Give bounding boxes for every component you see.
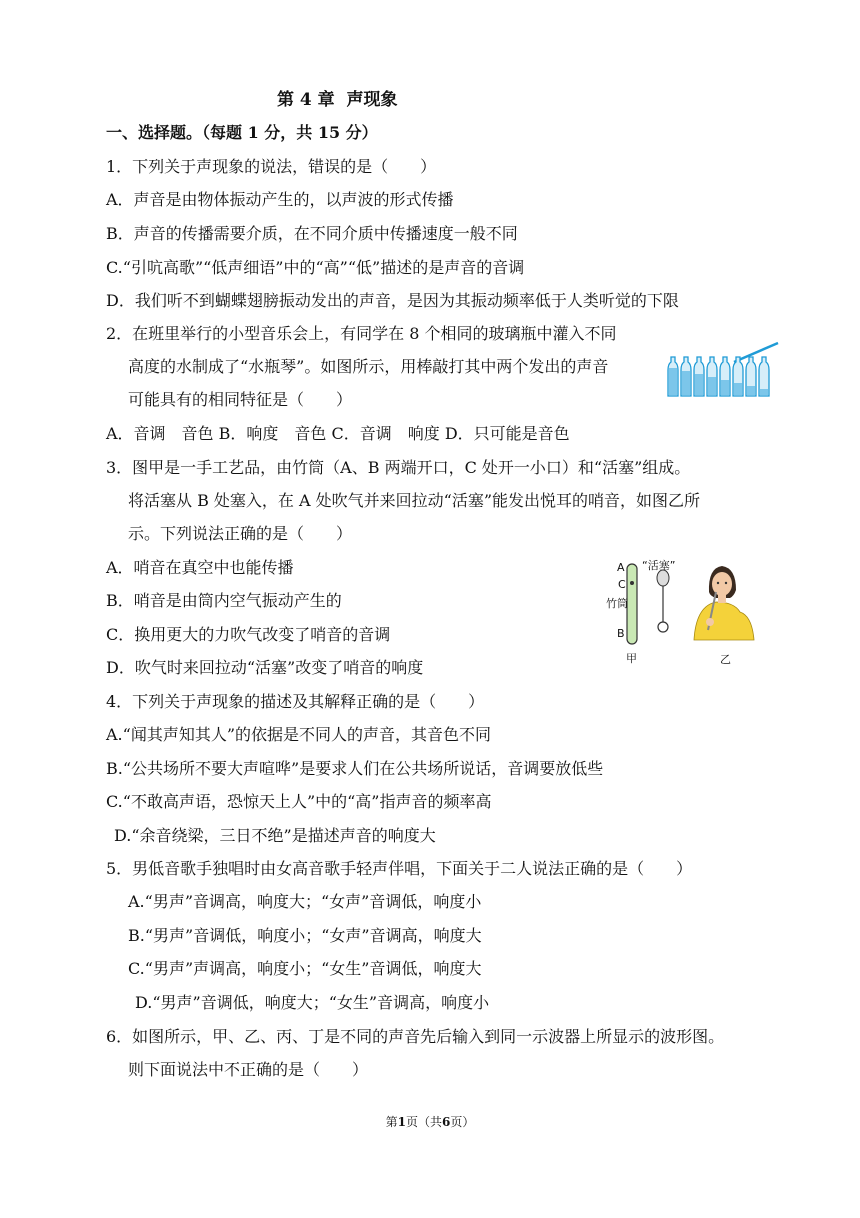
label-piston: “活塞” — [642, 559, 676, 572]
label-a: A — [617, 561, 625, 574]
girl-body-icon — [694, 602, 754, 640]
footer-page-number: 1 — [397, 1115, 406, 1129]
water-bottles-figure — [664, 340, 780, 400]
question-2: 2．在班里举行的小型音乐会上，有同学在 8 个相同的玻璃瓶中灌入不同 — [106, 324, 617, 343]
page-title: 第 4 章 声现象 — [277, 90, 398, 110]
piston-head-icon — [657, 570, 669, 586]
q4-option-a: A.“闻其声知其人”的依据是不同人的声音，其音色不同 — [106, 725, 492, 744]
question-3-cont-1: 将活塞从 B 处塞入，在 A 处吹气并来回拉动“活塞”能发出悦耳的哨音，如图乙所 — [128, 491, 701, 510]
footer-suffix: 页） — [450, 1115, 475, 1129]
hole-c-icon — [630, 581, 634, 585]
label-c: C — [618, 578, 626, 591]
label-tube: 竹筒 — [606, 597, 628, 610]
bamboo-whistle-figure — [606, 540, 762, 670]
question-3: 3．图甲是一手工艺品，由竹筒（A、B 两端开口，C 处开一小口）和“活塞”组成。 — [106, 458, 691, 477]
q3-option-b: B．哨音是由筒内空气振动产生的 — [106, 591, 342, 610]
question-1: 1．下列关于声现象的说法，错误的是（ ） — [106, 157, 437, 176]
q5-option-a: A.“男声”音调高，响度大；“女声”音调低，响度小 — [128, 892, 482, 911]
q4-option-b: B.“公共场所不要大声喧哗”是要求人们在公共场所说话，音调要放低些 — [106, 759, 604, 778]
question-2-cont-2: 可能具有的相同特征是（ ） — [128, 390, 353, 409]
question-2-cont-1: 高度的水制成了“水瓶琴”。如图所示，用棒敲打其中两个发出的声音 — [128, 357, 609, 376]
page-footer — [0, 1114, 860, 1130]
label-b: B — [617, 627, 625, 640]
q3-option-a: A．哨音在真空中也能传播 — [106, 558, 294, 577]
whistle-drawing — [612, 540, 762, 670]
question-3-cont-2: 示。下列说法正确的是（ ） — [128, 524, 353, 543]
label-jia: 甲 — [626, 652, 637, 665]
question-5: 5．男低音歌手独唱时由女高音歌手轻声伴唱，下面关于二人说法正确的是（ ） — [106, 859, 693, 878]
question-6-cont: 则下面说法中不正确的是（ ） — [128, 1060, 369, 1079]
footer-total-pages: 6 — [442, 1115, 451, 1129]
section-heading: 一、选择题。（每题 1 分，共 15 分） — [106, 123, 378, 142]
footer-mid: 页（共 — [405, 1115, 442, 1129]
footer-prefix: 第 — [385, 1115, 398, 1129]
q4-option-c: C.“不敢高声语，恐惊天上人”中的“高”指声音的频率高 — [106, 792, 492, 811]
q1-option-d: D．我们听不到蝴蝶翅膀振动发出的声音，是因为其振动频率低于人类听觉的下限 — [106, 291, 679, 310]
q1-option-a: A．声音是由物体振动产生的，以声波的形式传播 — [106, 190, 454, 209]
q3-option-d: D．吹气时来回拉动“活塞”改变了哨音的响度 — [106, 658, 424, 677]
question-4: 4．下列关于声现象的描述及其解释正确的是（ ） — [106, 692, 485, 711]
q1-option-b: B．声音的传播需要介质，在不同介质中传播速度一般不同 — [106, 224, 518, 243]
question-6: 6．如图所示，甲、乙、丙、丁是不同的声音先后输入到同一示波器上所显示的波形图。 — [106, 1027, 725, 1046]
piston-ring-icon — [658, 622, 668, 632]
label-yi: 乙 — [720, 653, 731, 666]
q2-options: A．音调 音色 B．响度 音色 C．音调 响度 D．只可能是音色 — [106, 424, 570, 443]
bamboo-tube-icon — [627, 564, 637, 644]
q1-option-c: C.“引吭高歌”“低声细语”中的“高”“低”描述的是声音的音调 — [106, 258, 525, 277]
q4-option-d: D.“余音绕梁，三日不绝”是描述声音的响度大 — [114, 826, 436, 845]
q5-option-d: D.“男声”音调低，响度大；“女生”音调高，响度小 — [135, 993, 490, 1012]
q5-option-b: B.“男声”音调低，响度小；“女声”音调高，响度大 — [128, 926, 482, 945]
q5-option-c: C.“男声”声调高，响度小；“女生”音调低，响度大 — [128, 959, 482, 978]
q3-option-c: C．换用更大的力吹气改变了哨音的音调 — [106, 625, 391, 644]
